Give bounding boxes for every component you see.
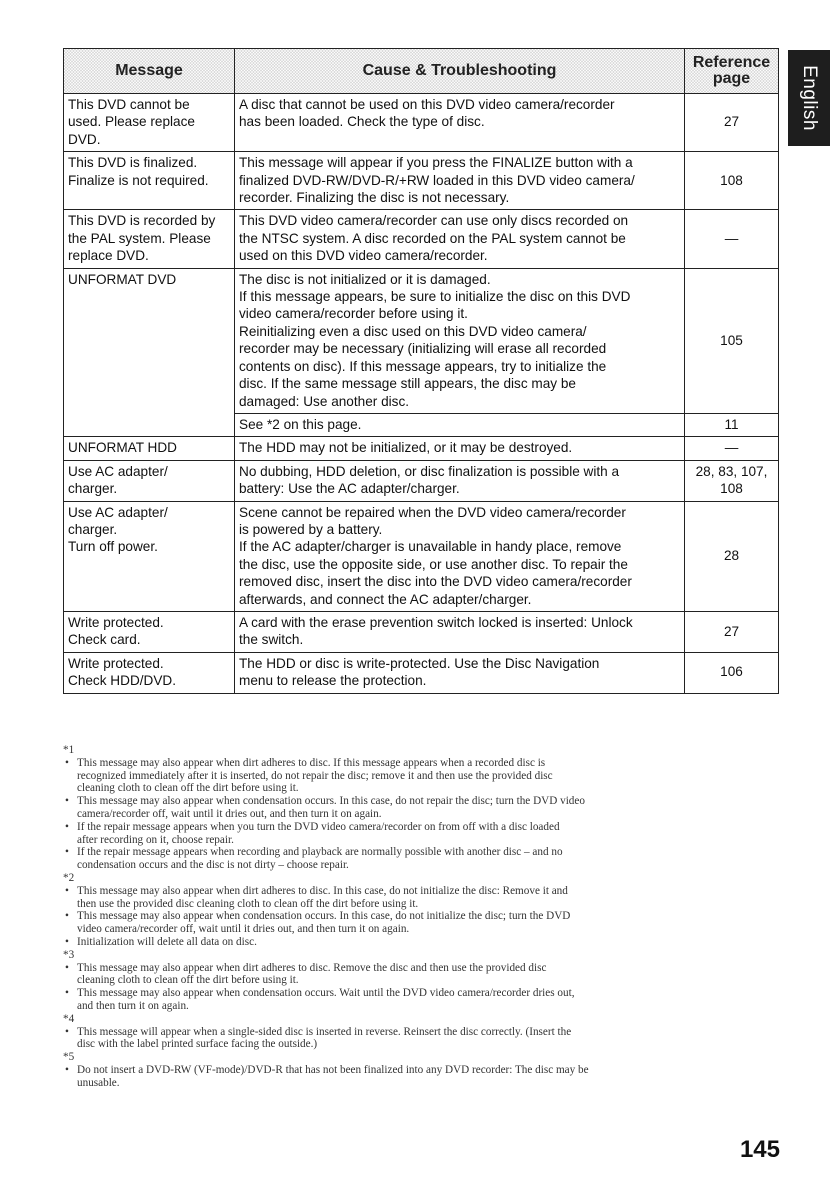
cell-line: contents on disc). If this message appears, try to initialize the (239, 358, 607, 374)
cell-line: The disc is not initialized or it is damaged. (239, 271, 491, 287)
footnote-line: then use the provided disc cleaning cloth to clean off the dirt before using it. (77, 897, 419, 910)
cell-line: video camera/recorder before using it. (239, 306, 468, 322)
cell-line: recorder. Finalizing the disc is not necessary. (239, 190, 510, 206)
cell-line: damaged: Use another disc. (239, 393, 410, 409)
footnote-line: • This message may also appear when condensation occurs. Wait until the DVD video camera/recorder dries out, (77, 987, 575, 1000)
cell-line: Turn off power. (68, 539, 158, 555)
message-cell (64, 501, 235, 611)
footnote-bullet (63, 910, 783, 936)
cell-line: removed disc, insert the disc into the DVD video camera/recorder (239, 574, 632, 590)
footnote-line: • If the repair message appears when recording and playback are normally possible with another disc – and no (77, 846, 563, 859)
table-row (64, 437, 779, 460)
cell-line: used on this DVD video camera/recorder. (239, 248, 488, 264)
cause-cell (235, 501, 685, 611)
footnote-line: and then turn it on again. (77, 999, 189, 1012)
cell-line: UNFORMAT DVD (68, 271, 177, 287)
cause-cell (235, 460, 685, 501)
footnote-mark: *1 (63, 744, 75, 756)
reference-page-cell: 28 (685, 501, 779, 611)
message-cell (64, 268, 235, 413)
message-cell (64, 460, 235, 501)
cell-line: If the AC adapter/charger is unavailable in handy place, remove (239, 539, 622, 555)
footnote-bullet (63, 821, 783, 847)
table-row (64, 413, 779, 436)
table-row (64, 501, 779, 611)
message-cell (64, 437, 235, 460)
language-tab-label: English (799, 65, 821, 131)
cell-line: replace DVD. (68, 248, 149, 264)
table-row (64, 210, 779, 268)
cell-line: used. Please replace (68, 114, 195, 130)
footnote-bullet (63, 757, 783, 795)
cause-cell (235, 413, 685, 436)
cell-line: charger. (68, 481, 118, 497)
table-row (64, 94, 779, 152)
cell-line: Finalize is not required. (68, 172, 209, 188)
cell-line: the NTSC system. A disc recorded on the PAL system cannot be (239, 230, 626, 246)
footnote-line: • Do not insert a DVD-RW (VF-mode)/DVD-R that has not been finalized into any DVD recorder: The disc may be (77, 1063, 589, 1076)
cause-cell (235, 437, 685, 460)
message-cell (64, 152, 235, 210)
cause-cell (235, 210, 685, 268)
footnote-line: • This message may also appear when condensation occurs. In this case, do not repair the disc; turn the DVD video (77, 795, 585, 808)
footnote-bullet (63, 936, 783, 949)
footnote-mark: *4 (63, 1012, 75, 1025)
footnote-line: • This message may also appear when dirt adheres to disc. Remove the disc and then use the provided disc (77, 961, 547, 974)
message-cell (64, 611, 235, 652)
cell-line: Use AC adapter/ (68, 504, 168, 520)
cell-line: DVD. (68, 131, 101, 147)
cell-line: the switch. (239, 632, 304, 648)
cell-line: A card with the erase prevention switch locked is inserted: Unlock (239, 614, 633, 630)
footnote-line: cleaning cloth to clean off the dirt before using it. (77, 782, 299, 795)
message-cell (64, 94, 235, 152)
reference-page-cell: 105 (685, 268, 779, 413)
cell-line: menu to release the protection. (239, 673, 427, 689)
footnote-bullet (63, 1026, 783, 1052)
cell-line: Write protected. (68, 614, 164, 630)
cell-line: UNFORMAT HDD (68, 440, 177, 456)
header-reference-page: Reference page (685, 49, 779, 94)
cell-line: See *2 on this page. (239, 416, 362, 432)
table-row (64, 460, 779, 501)
reference-page-cell: — (685, 210, 779, 268)
reference-page-cell: 106 (685, 652, 779, 693)
cell-line: No dubbing, HDD deletion, or disc finalization is possible with a (239, 463, 620, 479)
cell-line: Reinitializing even a disc used on this DVD video camera/ (239, 323, 587, 339)
reference-page-cell: 11 (685, 413, 779, 436)
reference-page-cell: — (685, 437, 779, 460)
footnote-line: camera/recorder off, wait until it dries out, and then turn it on again. (77, 807, 382, 820)
cell-line: afterwards, and connect the AC adapter/charger. (239, 591, 532, 607)
cause-cell (235, 652, 685, 693)
footnote-line: • This message may also appear when dirt adheres to disc. If this message appears when a recorded disc is (77, 756, 546, 769)
cell-line: battery: Use the AC adapter/charger. (239, 481, 460, 497)
page-number: 145 (739, 1136, 780, 1163)
cell-line: This DVD is finalized. (68, 155, 198, 171)
footnote-line: unusable. (77, 1076, 120, 1089)
cell-line: the disc, use the opposite side, or use another disc. To repair the (239, 556, 628, 572)
footnote-mark: *5 (63, 1051, 75, 1064)
language-tab (788, 50, 830, 146)
message-cell (64, 210, 235, 268)
reference-page-cell: 27 (685, 611, 779, 652)
footnote-line: • This message may also appear when dirt adheres to disc. In this case, do not initialize the disc: Remove it and (77, 884, 568, 897)
footnote-line: video camera/recorder off, wait until it dries out, and then turn it on again. (77, 923, 410, 936)
cell-line: The HDD may not be initialized, or it may be destroyed. (239, 440, 573, 456)
footnote-line: after recording on it, choose repair. (77, 833, 234, 846)
cell-line: 108 (720, 481, 743, 497)
cell-line: 28, 83, 107, (695, 463, 768, 479)
footnote-bullet (63, 1064, 783, 1090)
cell-line: Scene cannot be repaired when the DVD video camera/recorder (239, 504, 626, 520)
cell-line: recorder may be necessary (initializing will erase all recorded (239, 341, 607, 357)
footnote-mark: *2 (63, 871, 75, 884)
cell-line: This DVD is recorded by (68, 213, 216, 229)
footnote-bullet (63, 846, 783, 872)
cell-line: This DVD cannot be (68, 97, 190, 112)
footnote-bullet (63, 885, 783, 911)
table-row (64, 611, 779, 652)
footnote-line: condensation occurs and the disc is not dirty – choose repair. (77, 859, 349, 872)
cell-line: If this message appears, be sure to initialize the disc on this DVD (239, 289, 631, 305)
message-cell (64, 652, 235, 693)
reference-page-cell (685, 460, 779, 501)
cell-line: disc. If the same message still appears, the disc may be (239, 376, 576, 392)
header-cause: Cause & Troubleshooting (235, 49, 685, 94)
cause-cell (235, 611, 685, 652)
cell-line: Use AC adapter/ (68, 463, 168, 479)
header-message: Message (64, 49, 235, 94)
cell-line: charger. (68, 521, 118, 537)
error-message-table (63, 48, 779, 694)
footnote-bullet (63, 962, 783, 988)
table-body (64, 94, 779, 694)
cell-line: is powered by a battery. (239, 521, 383, 537)
reference-page-cell: 108 (685, 152, 779, 210)
cause-cell (235, 94, 685, 152)
cell-line: has been loaded. Check the type of disc. (239, 114, 485, 130)
footnote-line: • This message will appear when a single-sided disc is inserted in reverse. Reinsert the disc correctly. (Insert the (77, 1025, 572, 1038)
reference-page-cell: 27 (685, 94, 779, 152)
cell-line: Check card. (68, 632, 141, 648)
footnote-line: disc with the label printed surface facing the outside.) (77, 1038, 318, 1051)
cell-line: This message will appear if you press the FINALIZE button with a (239, 155, 633, 171)
cell-line: Check HDD/DVD. (68, 673, 177, 689)
cause-cell (235, 152, 685, 210)
cause-cell (235, 268, 685, 413)
footnote-line: • This message may also appear when condensation occurs. In this case, do not initialize the disc; turn the DVD (77, 910, 571, 923)
footnote-line: cleaning cloth to clean off the dirt before using it. (77, 974, 299, 987)
cell-line: A disc that cannot be used on this DVD video camera/recorder (239, 97, 615, 112)
cell-line: finalized DVD-RW/DVD-R/+RW loaded in this DVD video camera/ (239, 172, 635, 188)
footnotes (63, 744, 783, 1090)
table-header-row (64, 49, 779, 94)
footnote-bullet (63, 987, 783, 1013)
cell-line: Write protected. (68, 655, 164, 671)
table-row (64, 152, 779, 210)
message-cell (64, 413, 235, 436)
footnote-line: • If the repair message appears when you turn the DVD video camera/recorder on from off with a disc loaded (77, 820, 560, 833)
footnote-bullet (63, 795, 783, 821)
table-row (64, 268, 779, 413)
footnote-line: • Initialization will delete all data on disc. (77, 935, 257, 948)
cell-line: The HDD or disc is write-protected. Use the Disc Navigation (239, 655, 600, 671)
footnote-line: recognized immediately after it is inserted, do not repair the disc; remove it and then use the provided disc (77, 769, 553, 782)
footnote-mark: *3 (63, 948, 75, 961)
cell-line: the PAL system. Please (68, 230, 211, 246)
table-row (64, 652, 779, 693)
cell-line: This DVD video camera/recorder can use only discs recorded on (239, 213, 629, 229)
